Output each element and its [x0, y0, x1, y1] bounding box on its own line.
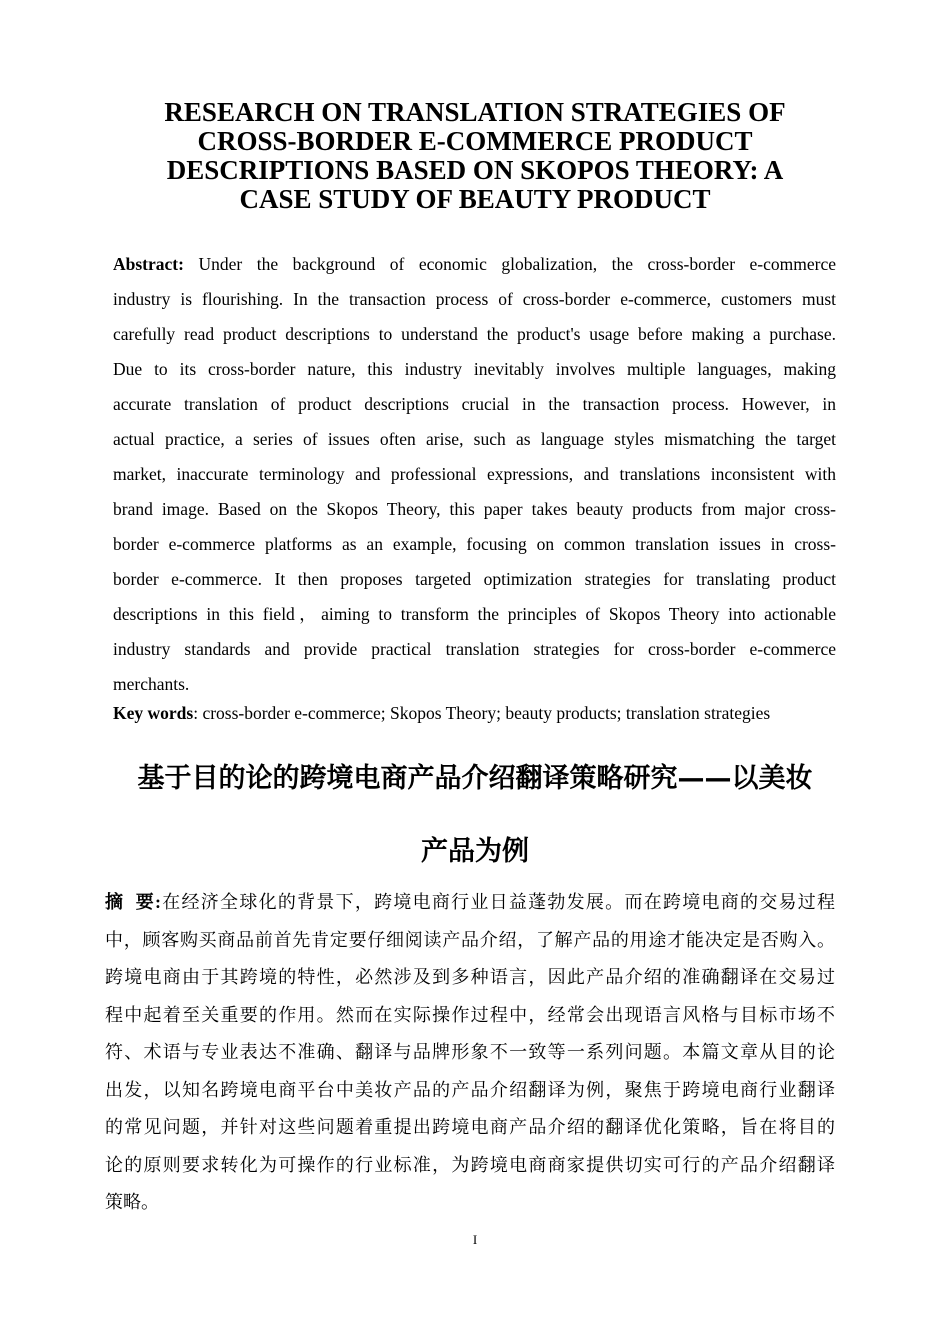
- cn-abstract-line: 程中起着至关重要的作用。然而在实际操作过程中，经常会出现语言风格与目标市场不: [105, 1004, 835, 1025]
- cn-abstract-label: 摘 要:: [105, 892, 162, 912]
- cn-abstract-line: 出发，以知名跨境电商平台中美妆产品的产品介绍翻译为例，聚焦于跨境电商行业翻译: [105, 1079, 835, 1100]
- abstract-line: brand image. Based on the Skopos Theory, this paper takes beauty products from major cross-: [113, 499, 836, 519]
- keywords-label: Key words: [113, 703, 194, 723]
- abstract-line: industry standards and provide practical translation strategies for cross-border e-commerce: [113, 639, 836, 659]
- keywords-text: : cross-border e-commerce; Skopos Theory; beauty products; translation strategies: [193, 703, 771, 723]
- abstract-line: actual practice, a series of issues often arise, such as language styles mismatching the target: [113, 429, 836, 449]
- cn-title-line: 产品为例: [421, 836, 529, 867]
- cn-abstract-line: 的常见问题，并针对这些问题着重提出跨境电商产品介绍的翻译优化策略，旨在将目的: [105, 1117, 835, 1137]
- cn-abstract-line: 中，顾客购买商品前首先肯定要仔细阅读产品介绍，了解产品的用途才能决定是否购入。: [105, 929, 835, 950]
- abstract-label: Abstract:: [113, 254, 184, 274]
- english-abstract: [113, 247, 836, 702]
- abstract-line: border e-commerce. It then proposes targeted optimization strategies for translating product: [113, 569, 836, 589]
- cn-abstract-line: 策略。: [105, 1192, 159, 1212]
- title-line: DESCRIPTIONS BASED ON SKOPOS THEORY: A: [166, 155, 784, 185]
- abstract-line: border e-commerce platforms as an example, focusing on common translation issues in cross-: [113, 534, 836, 554]
- chinese-title: [100, 742, 850, 888]
- abstract-line: industry is flourishing. In the transaction process of cross-border e-commerce, customers must: [113, 289, 836, 309]
- chinese-abstract: [105, 884, 835, 1222]
- cn-abstract-line: 摘 要:在经济全球化的背景下，跨境电商行业日益蓬勃发展。而在跨境电商的交易过程: [105, 892, 836, 912]
- abstract-line: carefully read product descriptions to understand the product's usage before making a purchase.: [113, 324, 836, 344]
- cn-abstract-line: 符、术语与专业表达不准确、翻译与品牌形象不一致等一系列问题。本篇文章从目的论: [105, 1042, 835, 1062]
- cn-abstract-line: 论的原则要求转化为可操作的行业标准，为跨境电商商家提供切实可行的产品介绍翻译: [105, 1154, 835, 1175]
- abstract-line: accurate translation of product descriptions crucial in the transaction process. However, in: [113, 394, 836, 414]
- title-line: RESEARCH ON TRANSLATION STRATEGIES OF: [164, 97, 786, 127]
- abstract-line: market, inaccurate terminology and professional expressions, and translations inconsistent with: [113, 464, 836, 484]
- title-line: CASE STUDY OF BEAUTY PRODUCT: [239, 184, 711, 214]
- keywords: [113, 699, 770, 727]
- cn-title-line: 基于目的论的跨境电商产品介绍翻译策略研究——以美妆: [137, 763, 813, 794]
- abstract-line: Abstract: Under the background of economic globalization, the cross-border e-commerce: [113, 254, 837, 274]
- cn-abstract-line: 跨境电商由于其跨境的特性，必然涉及到多种语言，因此产品介绍的准确翻译在交易过: [105, 967, 835, 987]
- abstract-line: merchants.: [113, 674, 190, 694]
- paper-title: [120, 98, 830, 214]
- abstract-line: Due to its cross-border nature, this industry inevitably involves multiple languages, making: [113, 359, 836, 379]
- title-line: CROSS-BORDER E-COMMERCE PRODUCT: [197, 126, 753, 156]
- abstract-line: descriptions in this field，aiming to transform the principles of Skopos Theory into actionable: [113, 604, 836, 624]
- page-number: I: [472, 1232, 478, 1247]
